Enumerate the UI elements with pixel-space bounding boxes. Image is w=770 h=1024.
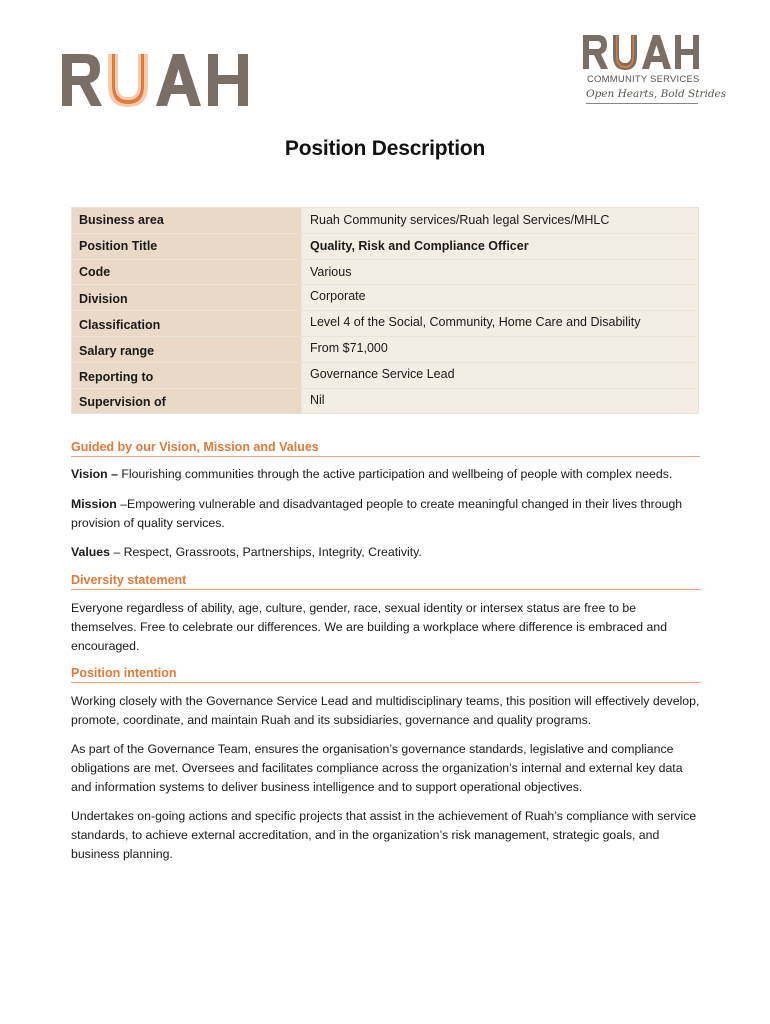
- table-value-salary-range: From $71,000: [302, 336, 699, 362]
- position-paragraph-1: Working closely with the Governance Service Lead and multidisciplinary teams, this position will effectively develop, promote, coordinate, and maintain Ruah and its subsidiaries, governance and quality programs.: [71, 694, 700, 727]
- community-services-text: COMMUNITY SERVICES: [587, 74, 700, 85]
- table-key-supervision-of: Supervision of: [72, 388, 302, 414]
- position-paragraph-3: Undertakes on-going actions and specific projects that assist in the achievement of Ruah’s compliance with service standards, to achieve external accreditation, and in the organization’s risk management, strategic goals, and business planning.: [71, 809, 697, 861]
- section-heading-position-intention: Position intention: [71, 666, 700, 683]
- table-row: [72, 336, 699, 362]
- table-row: [72, 285, 699, 311]
- table-value-division: Corporate: [302, 285, 699, 311]
- section-heading-vision: Guided by our Vision, Mission and Values: [71, 440, 700, 457]
- section-heading-diversity: Diversity statement: [71, 573, 700, 590]
- ruah-small-logo-graphic: [580, 32, 704, 72]
- table-value-code: Various: [302, 259, 699, 285]
- mission-paragraph: [71, 495, 703, 533]
- values-text: – Respect, Grassroots, Partnerships, Integrity, Creativity.: [109, 545, 422, 559]
- table-key-reporting-to: Reporting to: [72, 362, 302, 388]
- u-dotted-mark: [108, 54, 148, 107]
- table-row: [72, 208, 699, 234]
- table-key-division: Division: [72, 285, 302, 311]
- table-key-position-title: Position Title: [72, 233, 302, 259]
- tagline-underline: [586, 103, 698, 104]
- vision-paragraph: [71, 465, 703, 484]
- tagline-text: Open Hearts, Bold Strides: [586, 88, 727, 100]
- diversity-paragraph: Everyone regardless of ability, age, culture, gender, race, sexual identity or intersex status are free to be themselves. Free to celebrate our differences. We are building a workplace where difference is embraced and encouraged.: [71, 601, 668, 653]
- table-key-salary-range: Salary range: [72, 336, 302, 362]
- table-key-business-area: Business area: [72, 208, 302, 234]
- table-row: [72, 311, 699, 337]
- table-row: [72, 388, 699, 414]
- table-value-position-title: Quality, Risk and Compliance Officer: [302, 233, 699, 259]
- table-row: [72, 362, 699, 388]
- table-value-business-area: Ruah Community services/Ruah legal Services/MHLC: [302, 208, 699, 234]
- ruah-community-logo: [580, 32, 710, 112]
- table-row: [72, 233, 699, 259]
- ruah-logo: [60, 50, 252, 110]
- position-paragraph-2: As part of the Governance Team, ensures the organisation’s governance standards, legislative and compliance obligations are met. Oversees and facilitates compliance across the organization’s internal and external key data and information systems to deliver business intelligence and to support operational objectives.: [71, 742, 683, 794]
- values-label: Values: [71, 545, 110, 559]
- table-value-classification: Level 4 of the Social, Community, Home Care and Disability: [302, 311, 699, 337]
- table-value-reporting-to: Governance Service Lead: [302, 362, 699, 388]
- ruah-logo-graphic: [60, 50, 252, 110]
- table-row: [72, 259, 699, 285]
- position-info-table: [71, 207, 699, 414]
- vision-text: Flourishing communities through the active participation and wellbeing of people with complex needs.: [117, 467, 673, 481]
- table-key-classification: Classification: [72, 311, 302, 337]
- mission-text: –Empowering vulnerable and disadvantaged people to create meaningful changed in their lives through provision of quality services.: [71, 497, 683, 530]
- table-key-code: Code: [72, 259, 302, 285]
- page-title: Position Description: [284, 137, 486, 160]
- table-value-supervision-of: Nil: [302, 388, 699, 414]
- values-paragraph: [71, 543, 703, 562]
- mission-label: Mission: [71, 497, 117, 511]
- vision-label: Vision –: [71, 467, 118, 481]
